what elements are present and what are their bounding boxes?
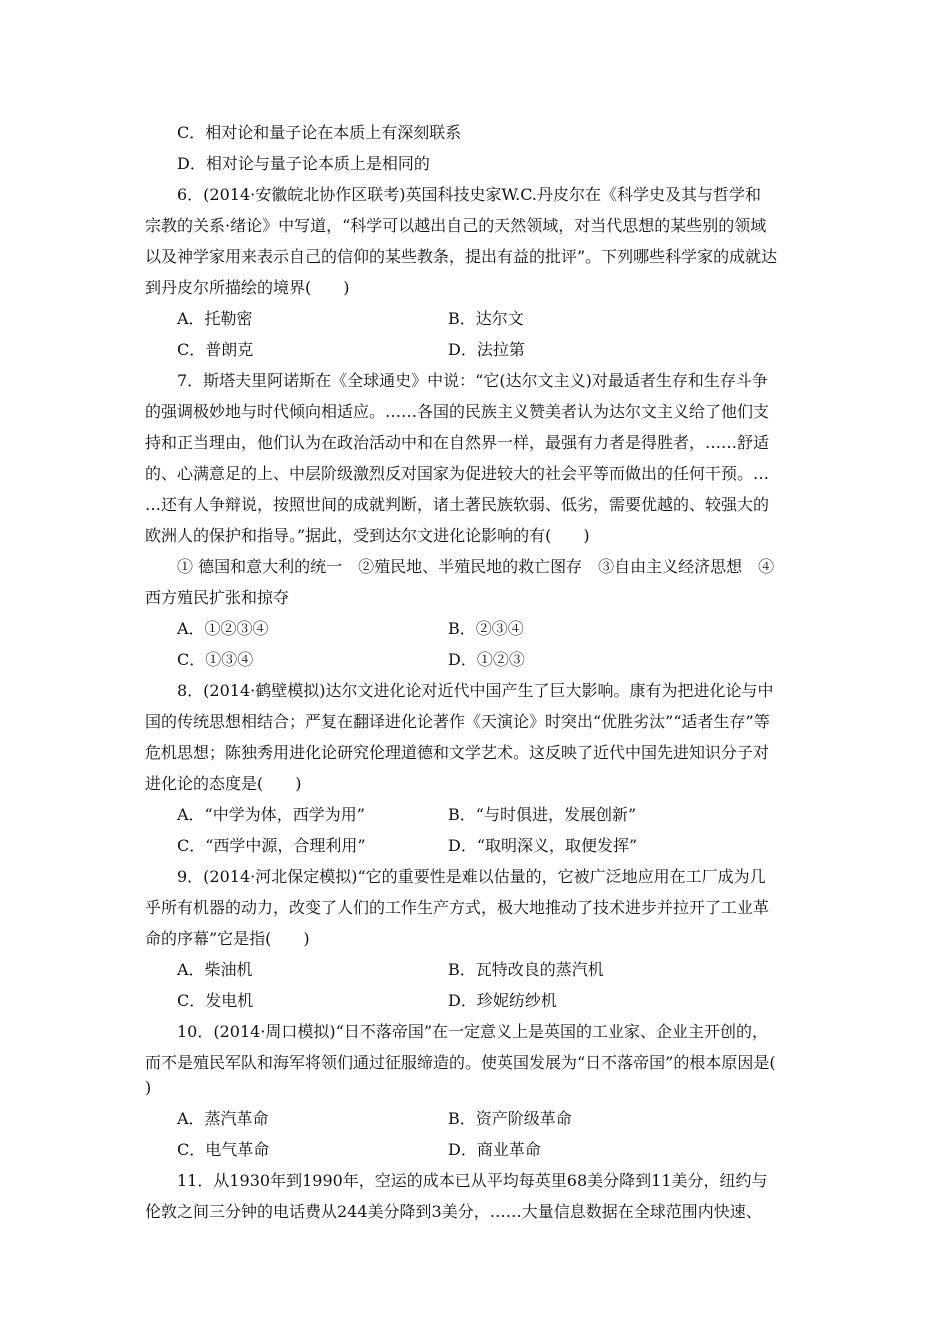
q11-stem-line-2: 伦敦之间三分钟的电话费从244美分降到3美分，……大量信息数据在全球范围内快速、 (145, 1202, 762, 1221)
q7-option-c: C．①③④ (177, 650, 254, 669)
q7-option-b: B．②③④ (448, 619, 524, 638)
q7-items-line-2: 西方殖民扩张和掠夺 (145, 588, 290, 607)
q11-stem-line-1: 11．从1930年到1990年，空运的成本已从平均每英里68美分降到11美分，纽约与 (177, 1171, 768, 1190)
q6-options-row-1 (177, 308, 817, 330)
q9-option-b: B．瓦特改良的蒸汽机 (448, 960, 604, 979)
q8-options-row-2 (177, 835, 817, 857)
q9-options-row-2 (177, 990, 817, 1012)
q10-option-b: B．资产阶级革命 (448, 1109, 572, 1128)
q8-stem-line-3: 危机思想；陈独秀用进化论研究伦理道德和文学艺术。这反映了近代中国先进知识分子对 (145, 743, 770, 762)
q9-option-a: A．柴油机 (177, 960, 253, 979)
q10-options-row-1 (177, 1108, 817, 1130)
q6-stem-line-1: 6．(2014·安徽皖北协作区联考)英国科技史家W.C.丹皮尔在《科学史及其与哲学和 (177, 185, 761, 204)
q7-stem-line-5: …还有人争辩说，按照世间的成就判断，诸土著民族软弱、低劣，需要优越的、较强大的 (145, 495, 770, 514)
q7-option-d: D．①②③ (448, 650, 525, 669)
q7-stem-line-6: 欧洲人的保护和指导。”据此，受到达尔文进化论影响的有( ) (145, 526, 590, 545)
q9-options-row-1 (177, 959, 817, 981)
q6-options-row-2 (177, 339, 817, 361)
q7-stem-line-2: 的强调极妙地与时代倾向相适应。……各国的民族主义赞美者认为达尔文主义给了他们支 (145, 402, 770, 421)
q6-option-b: B．达尔文 (448, 309, 524, 328)
q6-option-c: C．普朗克 (177, 340, 254, 359)
q7-options-row-2 (177, 649, 817, 671)
q8-option-a: A．“中学为体，西学为用” (177, 805, 365, 824)
q9-stem-line-1: 9．(2014·河北保定模拟)“它的重要性是难以估量的，它被广泛地应用在工厂成为几 (177, 867, 766, 886)
q9-stem-line-2: 乎所有机器的动力，改变了人们的工作生产方式，极大地推动了技术进步并拉开了工业革 (145, 898, 770, 917)
q8-option-b: B．“与时俱进，发展创新” (448, 805, 637, 824)
q8-stem-line-4: 进化论的态度是( ) (145, 774, 302, 793)
q6-stem-line-3: 以及神学家用来表示自己的信仰的某些教条，提出有益的批评”。下列哪些科学家的成就达 (145, 247, 778, 266)
q5-option-c: C．相对论和量子论在本质上有深刻联系 (177, 123, 462, 142)
q7-options-row-1 (177, 618, 817, 640)
q9-option-d: D．珍妮纺纱机 (448, 991, 557, 1010)
q8-option-c: C．“西学中源，合理利用” (177, 836, 366, 855)
q10-options-row-2 (177, 1139, 817, 1161)
q8-stem-line-2: 国的传统思想相结合；严复在翻译进化论著作《天演论》时突出“优胜劣汰”“适者生存”等 (145, 712, 770, 731)
q6-stem-line-4: 到丹皮尔所描绘的境界( ) (145, 278, 350, 297)
q7-stem-line-1: 7．斯塔夫里阿诺斯在《全球通史》中说：“它(达尔文主义)对最适者生存和生存斗争 (177, 371, 768, 390)
q6-stem-line-2: 宗教的关系·绪论》中写道，“科学可以越出自己的天然领域，对当代思想的某些别的领域 (145, 216, 767, 235)
q10-option-d: D．商业革命 (448, 1140, 541, 1159)
q7-items-line-1: ① 德国和意大利的统一 ②殖民地、半殖民地的救亡图存 ③自由主义经济思想 ④ (177, 557, 775, 576)
q9-option-c: C．发电机 (177, 991, 254, 1010)
q10-stem-line-1: 10．(2014·周口模拟)“日不落帝国”在一定意义上是英国的工业家、企业主开创的， (177, 1022, 769, 1041)
q7-option-a: A．①②③④ (177, 619, 269, 638)
q9-stem-line-3: 命的序幕”它是指( ) (145, 929, 310, 948)
q10-stem-line-2: 而不是殖民军队和海军将领们通过征服缔造的。使英国发展为“日不落帝国”的根本原因是( (145, 1053, 776, 1072)
q10-option-a: A．蒸汽革命 (177, 1109, 269, 1128)
q7-stem-line-3: 持和正当理由，他们认为在政治活动中和在自然界一样，最强有力者是得胜者，……舒适 (145, 433, 770, 452)
q8-option-d: D．“取明深义，取便发挥” (448, 836, 638, 855)
q8-stem-line-1: 8．(2014·鹤壁模拟)达尔文进化论对近代中国产生了巨大影响。康有为把进化论与中 (177, 681, 774, 700)
q6-option-d: D．法拉第 (448, 340, 525, 359)
q6-option-a: A．托勒密 (177, 309, 253, 328)
q10-stem-line-3: ) (145, 1078, 152, 1097)
q10-option-c: C．电气革命 (177, 1140, 270, 1159)
q7-stem-line-4: 的、心满意足的上、中层阶级激烈反对国家为促进较大的社会平等而做出的任何干预。… (145, 464, 770, 483)
q8-options-row-1 (177, 804, 817, 826)
q5-option-d: D．相对论与量子论本质上是相同的 (177, 154, 430, 173)
